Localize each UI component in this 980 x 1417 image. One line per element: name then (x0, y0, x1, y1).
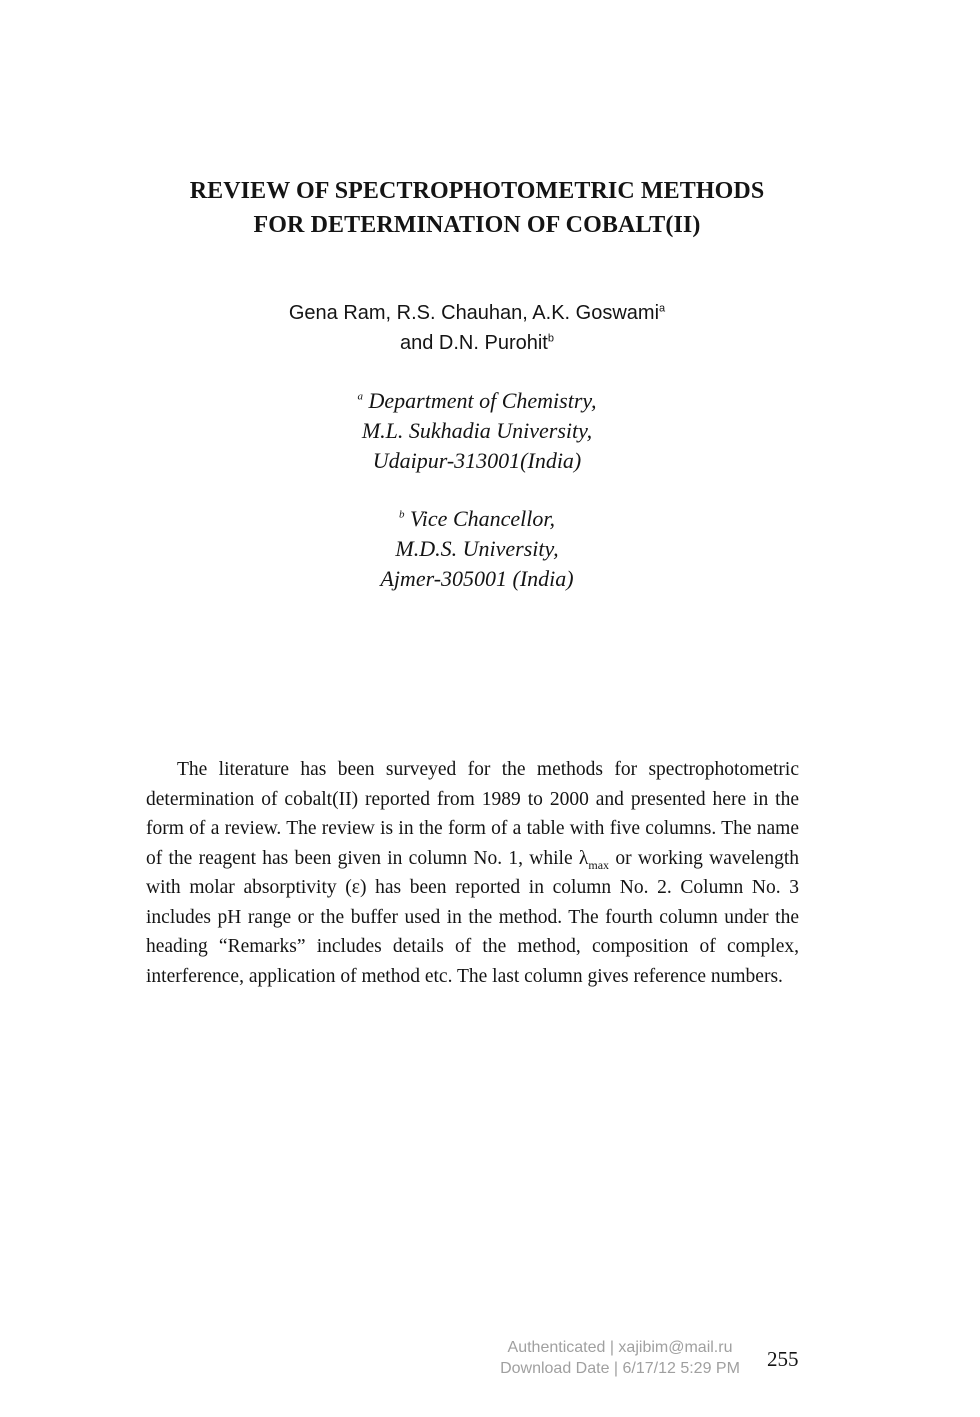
affiliation-b-line-3: Ajmer-305001 (India) (380, 566, 574, 591)
authors-line-1-marker: a (659, 302, 666, 315)
abstract-part-2: or working wavelength with molar absorptivity (ε) has been reported in column No. 2. Column No. 3 includes pH range or the buffer used in the method. The fourth column under the heading “Remarks” includes details of the method, composition of complex, interference, application of method etc. The last column gives reference numbers. (146, 847, 799, 987)
affiliation-b-line-1 (0, 504, 954, 534)
affiliation-a-line-2: M.L. Sukhadia University, (361, 418, 593, 443)
affiliation-a (0, 386, 954, 476)
title-line-2: FOR DETERMINATION OF COBALT(II) (253, 212, 701, 238)
lambda-symbol: λ (578, 847, 589, 869)
title-line-1: REVIEW OF SPECTROPHOTOMETRIC METHODS (189, 178, 765, 204)
affiliation-b-marker: b (399, 508, 405, 521)
paper-title (0, 174, 954, 242)
authors-line-1 (0, 298, 954, 328)
authors-line-1-text: Gena Ram, R.S. Chauhan, A.K. Goswami (288, 302, 660, 324)
affiliation-a-marker: a (357, 390, 364, 403)
abstract-paragraph (146, 755, 799, 991)
lambda-subscript: max (588, 857, 610, 872)
affiliation-b-line-2: M.D.S. University, (395, 536, 559, 561)
authors-line-2 (0, 328, 954, 358)
page-number: 255 (767, 1347, 799, 1371)
affiliation-a-line-3: Udaipur-313001(India) (372, 448, 582, 473)
author-list (0, 298, 954, 358)
watermark-authenticated: Authenticated | xajibim@mail.ru (507, 1339, 733, 1356)
watermark-download-date: Download Date | 6/17/12 5:29 PM (500, 1360, 740, 1377)
affiliation-a-department: Department of Chemistry, (368, 388, 597, 413)
affiliation-b (0, 504, 954, 594)
abstract-part-1: The literature has been surveyed for the methods for spectrophotometric determination of cobalt(II) reported from 1989 to 2000 and presented here in the form of a review. The review is in the form of a table with five columns. The name of the reagent has been given in column No. 1, while (146, 759, 799, 869)
affiliation-b-position: Vice Chancellor, (410, 506, 555, 531)
affiliation-a-line-1 (0, 386, 954, 416)
authors-line-2-marker: b (547, 332, 554, 345)
authors-line-2-text: and D.N. Purohit (400, 332, 548, 354)
download-watermark (470, 1337, 770, 1379)
